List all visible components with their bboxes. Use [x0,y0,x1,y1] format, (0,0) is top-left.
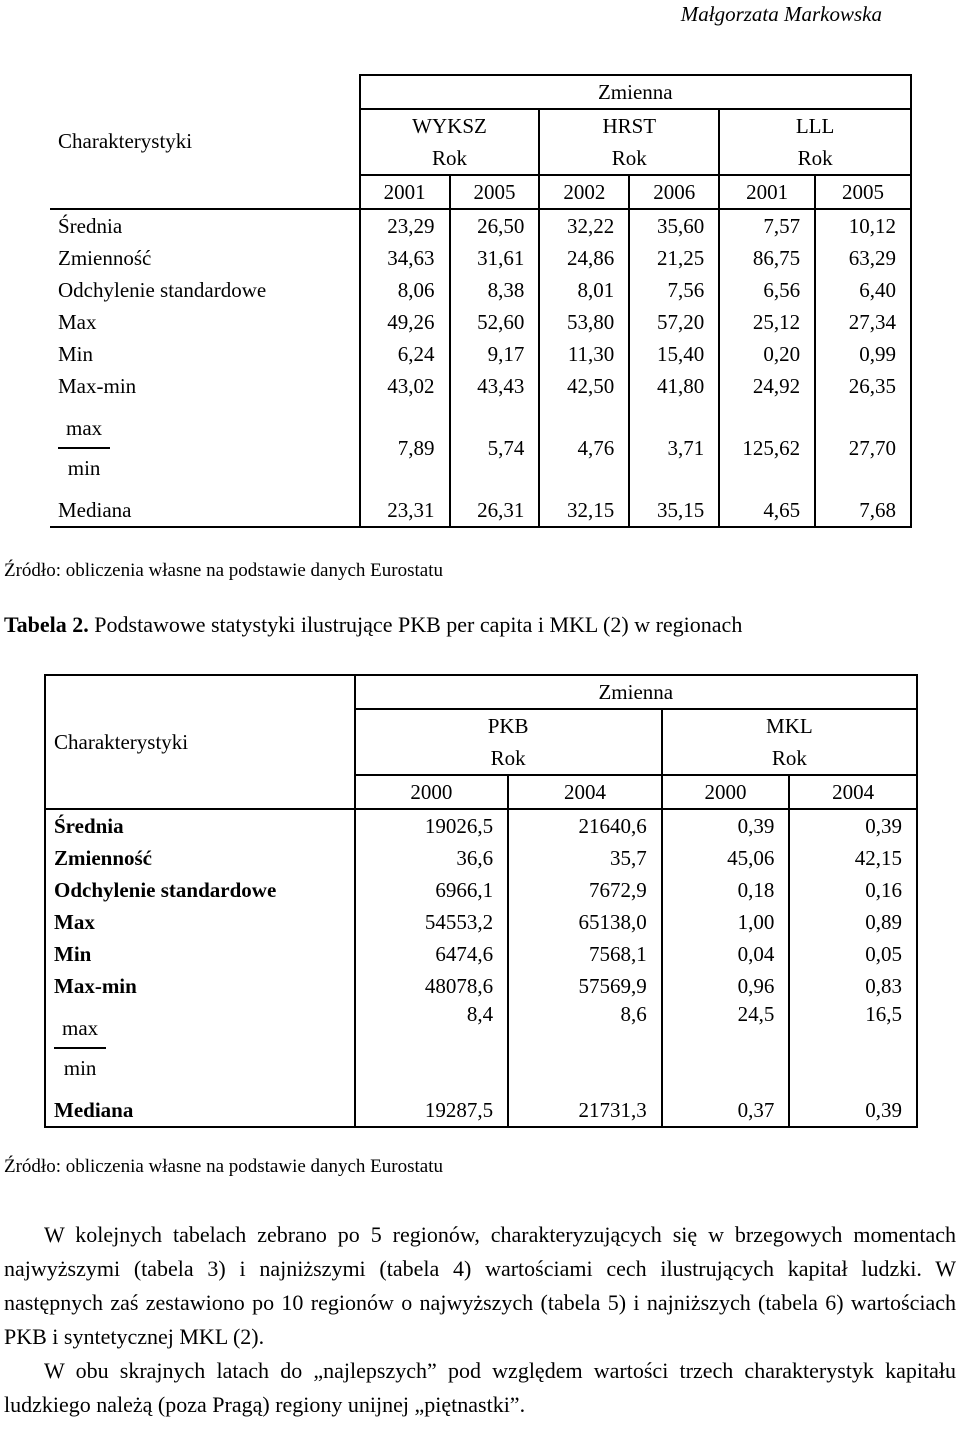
table-cell: 4,76 [539,402,629,494]
year-label: Rok [539,142,719,175]
table-cell: 35,15 [629,494,719,527]
table-cell: 41,80 [629,370,719,402]
table-row [45,1094,917,1127]
table-cell: 21,25 [629,242,719,274]
row-label: Zmienność [58,245,152,270]
variable-header: Zmienna [360,75,911,109]
year-label: Rok [719,142,911,175]
table-cell: 23,29 [360,209,450,242]
table-cell: 6,56 [719,274,815,306]
table-cell: 3,71 [629,402,719,494]
table-cell: 35,60 [629,209,719,242]
table-row [50,370,911,402]
table-cell: 0,83 [789,970,917,1002]
table-cell: 25,12 [719,306,815,338]
row-label: Max-min [58,373,137,398]
table-cell: 0,05 [789,938,917,970]
table-cell: 0,04 [662,938,790,970]
table-cell: 7672,9 [508,874,662,906]
table-cell: 24,5 [662,1002,790,1094]
table-cell: 24,86 [539,242,629,274]
row-label: Odchylenie standardowe [45,874,355,906]
table-row [50,274,911,306]
table-cell: 10,12 [815,209,911,242]
fraction-denominator: min [67,456,101,480]
table-cell: 21731,3 [508,1094,662,1127]
year-label: Rok [360,142,540,175]
table-cell: 34,63 [360,242,450,274]
year-header: 2002 [539,175,629,209]
row-label: Min [58,341,94,366]
table-cell: 43,02 [360,370,450,402]
table-cell: 19287,5 [355,1094,509,1127]
paragraph: W kolejnych tabelach zebrano po 5 regionów, charakteryzujących się w brzegowych momentach najwyższymi (tabela 3) i najniższymi (tabela 4) wartościami cech ilustrujących kapitał ludzki. W następnych zaś zestawiono po 10 regionów o najwyższych (tabela 5) i najniższych (tabela 6) wartościach PKB i syntetycznej MKL (2). [4,1222,956,1349]
table-cell: 4,65 [719,494,815,527]
table-cell: 0,16 [789,874,917,906]
group-header: HRST [539,109,719,142]
table-row [45,970,917,1002]
paragraph: W obu skrajnych latach do „najlepszych” pod względem wartości trzech charakterystyk kapitału ludzkiego należą (poza Pragą) regiony unijnej „piętnastki”. [4,1358,956,1417]
table-cell: 0,39 [662,809,790,842]
row-label: Max-min [45,970,355,1002]
table-cell: 7,56 [629,274,719,306]
table-cell: 86,75 [719,242,815,274]
table-cell: 52,60 [450,306,540,338]
row-label: Mediana [50,494,360,527]
table-cell: 54553,2 [355,906,509,938]
table-cell: 49,26 [360,306,450,338]
row-label: Mediana [45,1094,355,1127]
year-header: 2004 [508,775,662,809]
ratio-row [45,1002,917,1094]
table-cell: 7,68 [815,494,911,527]
row-label: Odchylenie standardowe [58,277,267,302]
variable-header: Zmienna [355,675,917,709]
table-row [45,874,917,906]
fraction [54,1009,106,1087]
table-cell: 8,6 [508,1002,662,1094]
year-header: 2004 [789,775,917,809]
row-label: Średnia [45,809,355,842]
table-cell: 1,00 [662,906,790,938]
source-note: Źródło: obliczenia własne na podstawie danych Eurostatu [4,560,443,581]
table-row [50,242,911,274]
table-cell: 7,57 [719,209,815,242]
ratio-label [50,402,360,494]
table-cell: 42,50 [539,370,629,402]
table-cell: 6,40 [815,274,911,306]
table-cell: 0,37 [662,1094,790,1127]
table-cell: 24,92 [719,370,815,402]
table-cell: 36,6 [355,842,509,874]
year-header: 2006 [629,175,719,209]
table-cell: 11,30 [539,338,629,370]
row-label: Zmienność [45,842,355,874]
table-cell: 8,38 [450,274,540,306]
statistics-table-2 [44,674,918,1128]
table-row [45,906,917,938]
year-header: 2001 [360,175,450,209]
page-header-author: Małgorzata Markowska [680,2,882,26]
table-cell: 8,06 [360,274,450,306]
caption-text: Podstawowe statystyki ilustrujące PKB per capita i MKL (2) w regionach [88,612,743,637]
table-row [50,306,911,338]
table-row [45,809,917,842]
table-cell: 16,5 [789,1002,917,1094]
year-header: 2000 [662,775,790,809]
table-cell: 27,70 [815,402,911,494]
year-label: Rok [662,742,917,775]
table-cell: 0,39 [789,809,917,842]
table-cell: 7,89 [360,402,450,494]
table-cell: 21640,6 [508,809,662,842]
table-row [50,209,911,242]
table-cell: 26,50 [450,209,540,242]
table-cell: 19026,5 [355,809,509,842]
table-caption [4,612,742,638]
ratio-row [50,402,911,494]
table-cell: 7568,1 [508,938,662,970]
row-label: Średnia [58,213,123,238]
table-cell: 0,99 [815,338,911,370]
body-text [4,1218,956,1422]
group-header: PKB [355,709,662,742]
caption-number: Tabela 2. [4,612,89,637]
table-cell: 0,39 [789,1094,917,1127]
table-cell: 48078,6 [355,970,509,1002]
fraction-numerator: max [58,409,110,449]
table-cell: 6474,6 [355,938,509,970]
table-cell: 8,01 [539,274,629,306]
table-cell: 125,62 [719,402,815,494]
row-label: Max [45,906,355,938]
table-cell: 53,80 [539,306,629,338]
row-label: Max [58,309,97,334]
table-cell: 0,20 [719,338,815,370]
table-row [45,842,917,874]
corner-header: Charakterystyki [45,675,355,809]
group-header: MKL [662,709,917,742]
table-cell: 6966,1 [355,874,509,906]
statistics-table-1 [50,74,912,528]
table-cell: 57,20 [629,306,719,338]
table-cell: 42,15 [789,842,917,874]
table-cell: 32,22 [539,209,629,242]
fraction [58,409,110,487]
row-label: Min [45,938,355,970]
ratio-label [45,1002,355,1094]
year-header: 2001 [719,175,815,209]
table-cell: 8,4 [355,1002,509,1094]
table-cell: 23,31 [360,494,450,527]
table-cell: 45,06 [662,842,790,874]
year-label: Rok [355,742,662,775]
group-header: LLL [719,109,911,142]
table-row [50,338,911,370]
fraction-numerator: max [54,1009,106,1049]
table-cell: 26,35 [815,370,911,402]
table-cell: 43,43 [450,370,540,402]
fraction-denominator: min [63,1056,97,1080]
table-row [50,494,911,527]
table-cell: 26,31 [450,494,540,527]
table-cell: 65138,0 [508,906,662,938]
source-note: Źródło: obliczenia własne na podstawie danych Eurostatu [4,1156,443,1177]
group-header: WYKSZ [360,109,540,142]
table-cell: 32,15 [539,494,629,527]
table-cell: 57569,9 [508,970,662,1002]
table-cell: 35,7 [508,842,662,874]
table-cell: 31,61 [450,242,540,274]
table-cell: 0,96 [662,970,790,1002]
year-header: 2005 [450,175,540,209]
table-row [45,938,917,970]
table-cell: 0,89 [789,906,917,938]
table-cell: 63,29 [815,242,911,274]
table-cell: 6,24 [360,338,450,370]
table-cell: 15,40 [629,338,719,370]
table-cell: 0,18 [662,874,790,906]
table-cell: 5,74 [450,402,540,494]
corner-header: Charakterystyki [50,75,360,209]
table-cell: 9,17 [450,338,540,370]
table-cell: 27,34 [815,306,911,338]
year-header: 2005 [815,175,911,209]
year-header: 2000 [355,775,509,809]
